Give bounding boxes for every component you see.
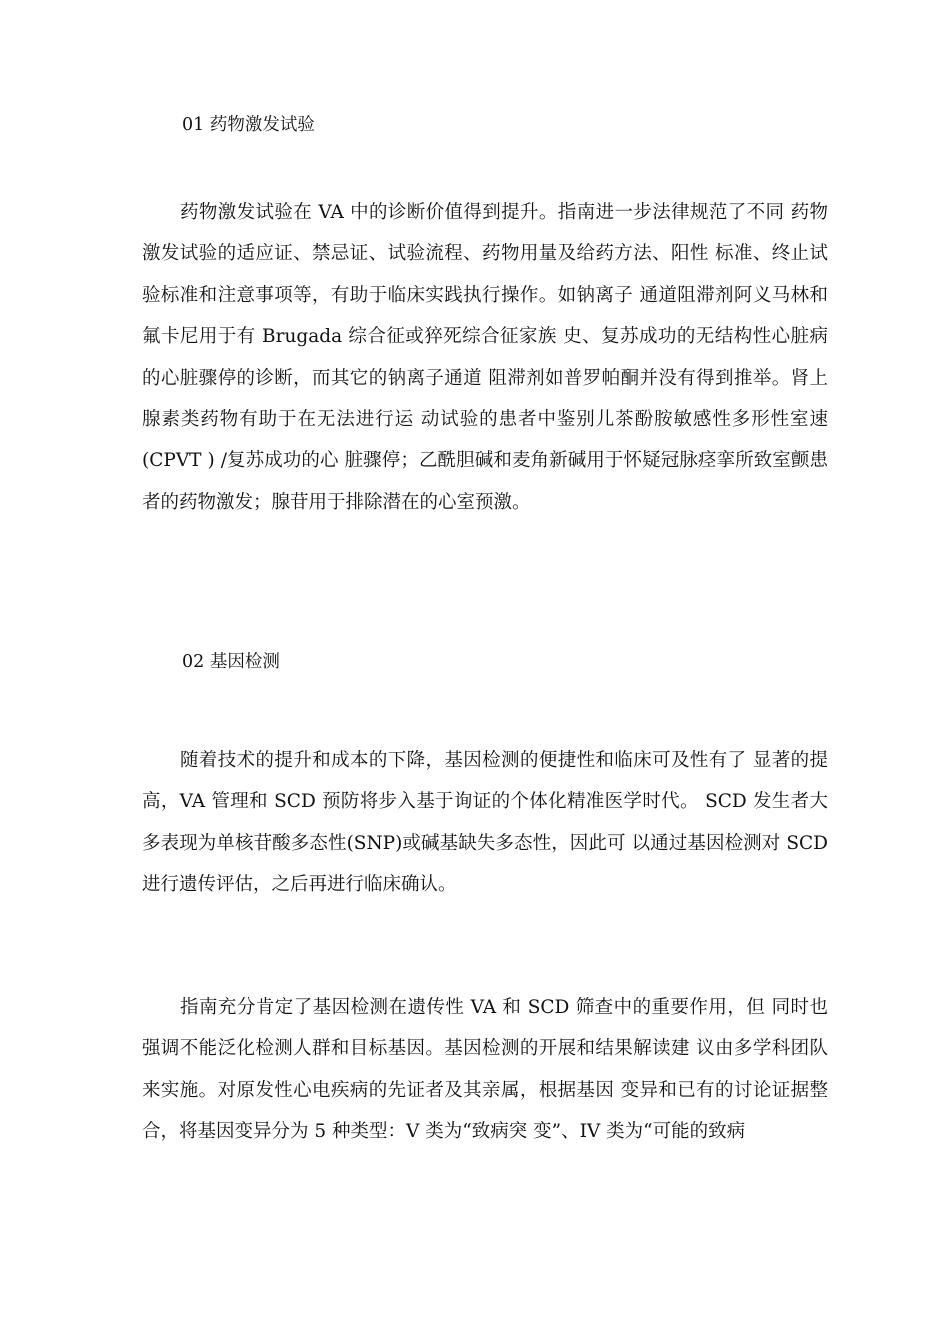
paragraph-genetic-testing-1: 随着技术的提升和成本的下降，基因检测的便捷性和临床可及性有了 显著的提高，VA 管理和 SCD 预防将步入基于询证的个体化精准医学时代。 SCD 发生者大多表现为单核苷酸多态性(SNP)或碱基缺失多态性，因此可 以通过基因检测对 SCD 进行遗传评估，之后再进行临床确认。	[142, 750, 828, 896]
section-heading-drug-provocation: 01 药物激发试验	[182, 115, 315, 135]
paragraph-genetic-testing-2: 指南充分肯定了基因检测在遗传性 VA 和 SCD 筛查中的重要作用，但 同时也强调不能泛化检测人群和目标基因。基因检测的开展和结果解读建 议由多学科团队来实施。对原发性心电疾病的先证者及其亲属，根据基因 变异和已有的讨论证据整合，将基因变异分为 5 种类型：V 类为“致病突 变”、IV 类为“可能的致病	[142, 997, 828, 1143]
section-heading-genetic-testing: 02 基因检测	[182, 652, 280, 672]
paragraph-drug-provocation: 药物激发试验在 VA 中的诊断价值得到提升。指南进一步法律规范了不同 药物激发试验的适应证、禁忌证、试验流程、药物用量及给药方法、阳性 标准、终止试验标准和注意事项等，有助于临床实践执行操作。如钠离子 通道阻滞剂阿义马林和氟卡尼用于有 Brugada 综合征或猝死综合征家族 史、复苏成功的无结构性心脏病的心脏骤停的诊断，而其它的钠离子通道 阻滞剂如普罗帕酮并没有得到推举。肾上腺素类药物有助于在无法进行运 动试验的患者中鉴别儿茶酚胺敏感性多形性室速(CPVT ) /复苏成功的心 脏骤停；乙酰胆碱和麦角新碱用于怀疑冠脉痉挛所致室颤患者的药物激发；腺苷用于排除潜在的心室预激。	[142, 202, 828, 513]
